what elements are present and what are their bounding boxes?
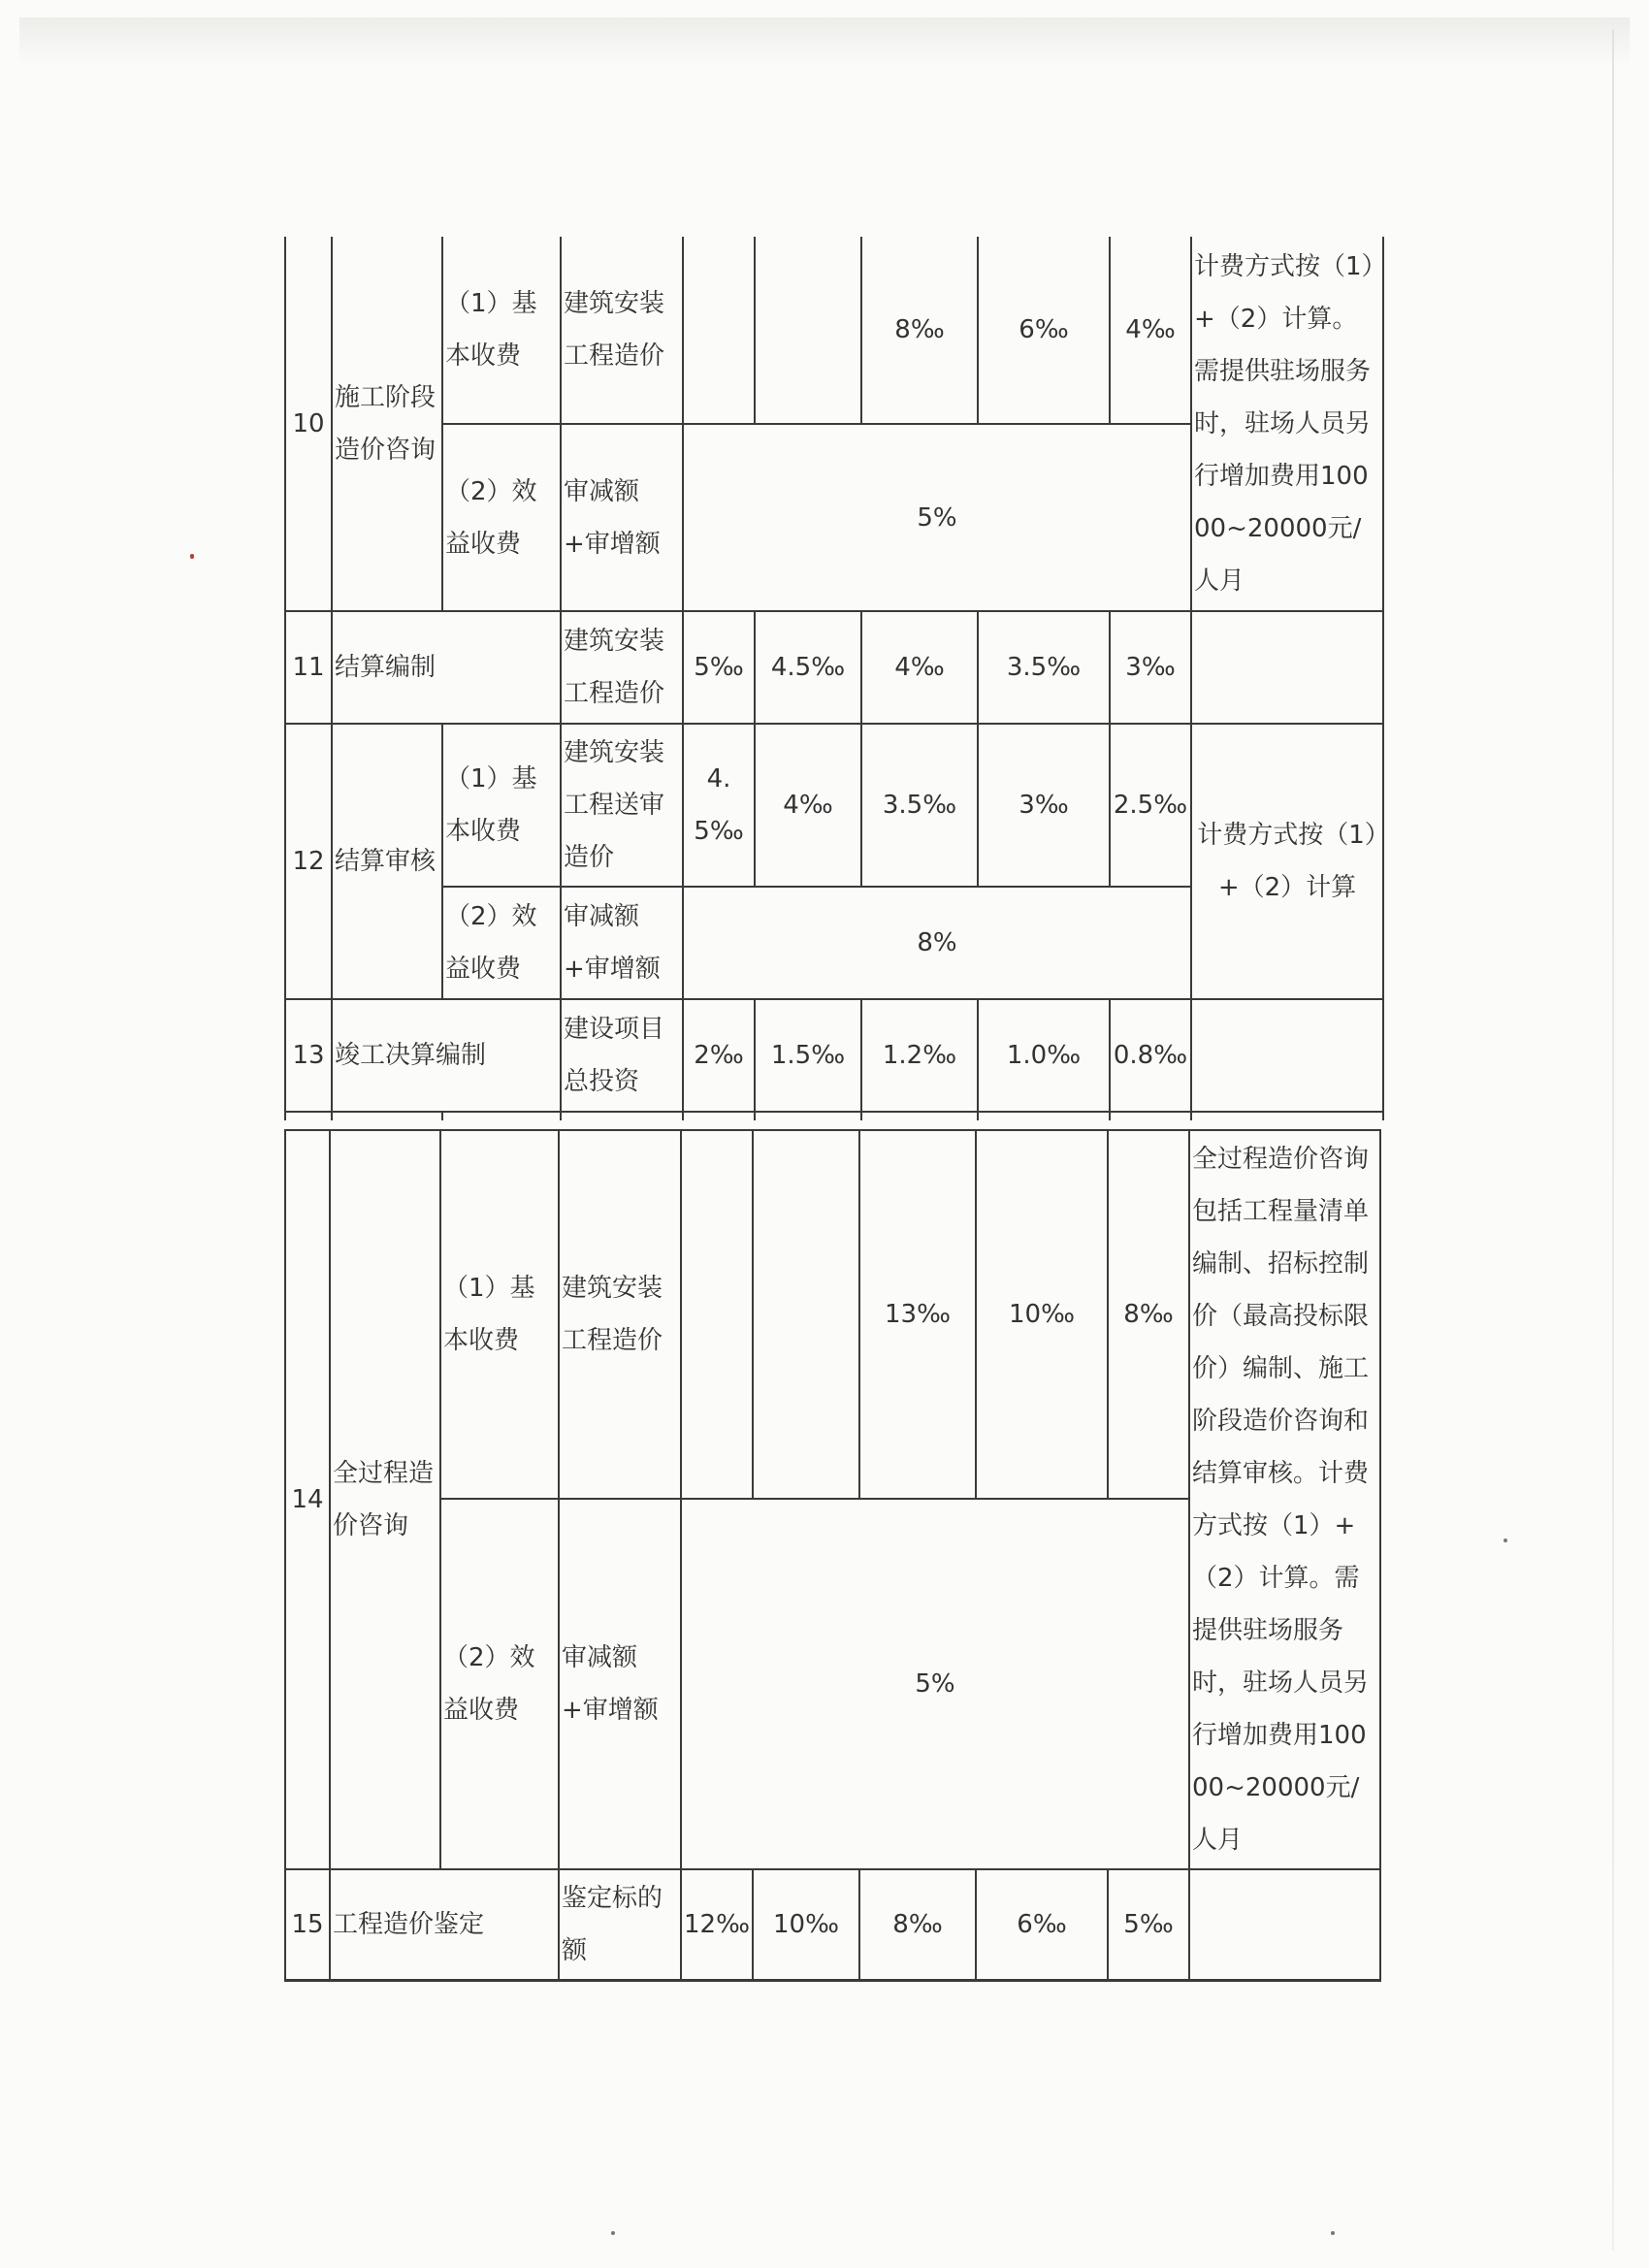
merged-rate-cell: 8% — [683, 887, 1191, 999]
item-name: 结算编制 — [332, 611, 561, 724]
rate-cell: 3‰ — [1110, 611, 1191, 724]
rate-cell: 4.5‰ — [683, 724, 755, 887]
fee-basis: 审减额+审增额 — [559, 1499, 681, 1869]
rate-cell: 10‰ — [753, 1869, 859, 1980]
fee-basis: 审减额+审增额 — [561, 887, 683, 999]
rate-cell: 1.2‰ — [861, 999, 978, 1112]
sub-item-name: （2）效益收费 — [440, 1499, 559, 1869]
rate-cell: 13‰ — [859, 1130, 976, 1499]
fee-basis: 建设项目总投资 — [561, 999, 683, 1112]
sub-item-name: （1）基本收费 — [440, 1130, 559, 1499]
rate-cell: 2.5‰ — [1110, 724, 1191, 887]
rate-cell — [681, 1130, 753, 1499]
merged-rate-cell: 5% — [681, 1499, 1189, 1869]
fee-basis: 建筑安装工程造价 — [561, 611, 683, 724]
fee-basis: 建筑安装工程送审造价 — [561, 724, 683, 887]
sub-item-name: （2）效益收费 — [442, 887, 561, 999]
rate-cell: 5‰ — [1108, 1869, 1189, 1980]
remarks: 计费方式按（1）+（2）计算 — [1191, 724, 1383, 999]
item-name: 竣工决算编制 — [332, 999, 561, 1112]
rate-cell: 3‰ — [978, 724, 1110, 887]
scan-speck — [1504, 1539, 1507, 1542]
remarks: 全过程造价咨询包括工程量清单编制、招标控制价（最高投标限价）编制、施工阶段造价咨询和结算审核。计费方式按（1）+（2）计算。需提供驻场服务时，驻场人员另行增加费用10000~20000元/人月 — [1189, 1130, 1380, 1869]
rate-cell — [755, 237, 861, 424]
merged-rate-cell: 5% — [683, 424, 1191, 611]
rate-cell: 4‰ — [1110, 237, 1191, 424]
fee-basis: 审减额+审增额 — [561, 424, 683, 611]
remarks — [1191, 999, 1383, 1112]
row-number: 11 — [285, 611, 332, 724]
table-row — [285, 611, 1383, 724]
table-row — [285, 237, 1383, 424]
fee-table-upper — [284, 237, 1384, 1120]
rate-cell: 8‰ — [861, 237, 978, 424]
row-number: 12 — [285, 724, 332, 999]
remarks — [1189, 1869, 1380, 1980]
sub-item-name: （1）基本收费 — [442, 237, 561, 424]
table-row — [285, 999, 1383, 1112]
rate-cell: 5‰ — [683, 611, 755, 724]
scan-shadow — [19, 17, 1630, 66]
row-number: 10 — [285, 237, 332, 611]
rate-cell: 3.5‰ — [978, 611, 1110, 724]
fee-table-lower — [284, 1129, 1381, 1982]
sub-item-name: （2）效益收费 — [442, 424, 561, 611]
item-name: 结算审核 — [332, 724, 442, 999]
rate-cell: 6‰ — [978, 237, 1110, 424]
rate-cell: 10‰ — [976, 1130, 1108, 1499]
rate-cell: 8‰ — [1108, 1130, 1189, 1499]
row-number: 13 — [285, 999, 332, 1112]
remarks: 计费方式按（1）+（2）计算。需提供驻场服务时，驻场人员另行增加费用10000~20000元/人月 — [1191, 237, 1383, 611]
row-number: 14 — [285, 1130, 330, 1869]
rate-cell: 0.8‰ — [1110, 999, 1191, 1112]
rate-cell — [753, 1130, 859, 1499]
sub-item-name: （1）基本收费 — [442, 724, 561, 887]
fee-basis: 建筑安装工程造价 — [561, 237, 683, 424]
scan-edge — [1612, 29, 1614, 2251]
rate-cell: 4.5‰ — [755, 611, 861, 724]
rate-cell: 4‰ — [755, 724, 861, 887]
scan-speck — [1331, 2231, 1335, 2235]
table-row — [285, 1869, 1380, 1980]
item-name: 全过程造价咨询 — [330, 1130, 440, 1869]
remarks — [1191, 611, 1383, 724]
scan-speck — [190, 554, 194, 559]
table-row — [285, 724, 1383, 887]
fee-basis: 鉴定标的额 — [559, 1869, 681, 1980]
rate-cell: 1.0‰ — [978, 999, 1110, 1112]
fee-basis: 建筑安装工程造价 — [559, 1130, 681, 1499]
scan-speck — [611, 2231, 615, 2235]
item-name: 工程造价鉴定 — [330, 1869, 559, 1980]
rate-cell: 1.5‰ — [755, 999, 861, 1112]
item-name: 施工阶段造价咨询 — [332, 237, 442, 611]
rate-cell: 2‰ — [683, 999, 755, 1112]
rate-cell: 4‰ — [861, 611, 978, 724]
rate-cell: 8‰ — [859, 1869, 976, 1980]
rate-cell: 12‰ — [681, 1869, 753, 1980]
rate-cell: 6‰ — [976, 1869, 1108, 1980]
table-row — [285, 1130, 1380, 1499]
rate-cell: 3.5‰ — [861, 724, 978, 887]
rate-cell — [683, 237, 755, 424]
row-number: 15 — [285, 1869, 330, 1980]
table-continuation — [285, 1112, 1383, 1120]
